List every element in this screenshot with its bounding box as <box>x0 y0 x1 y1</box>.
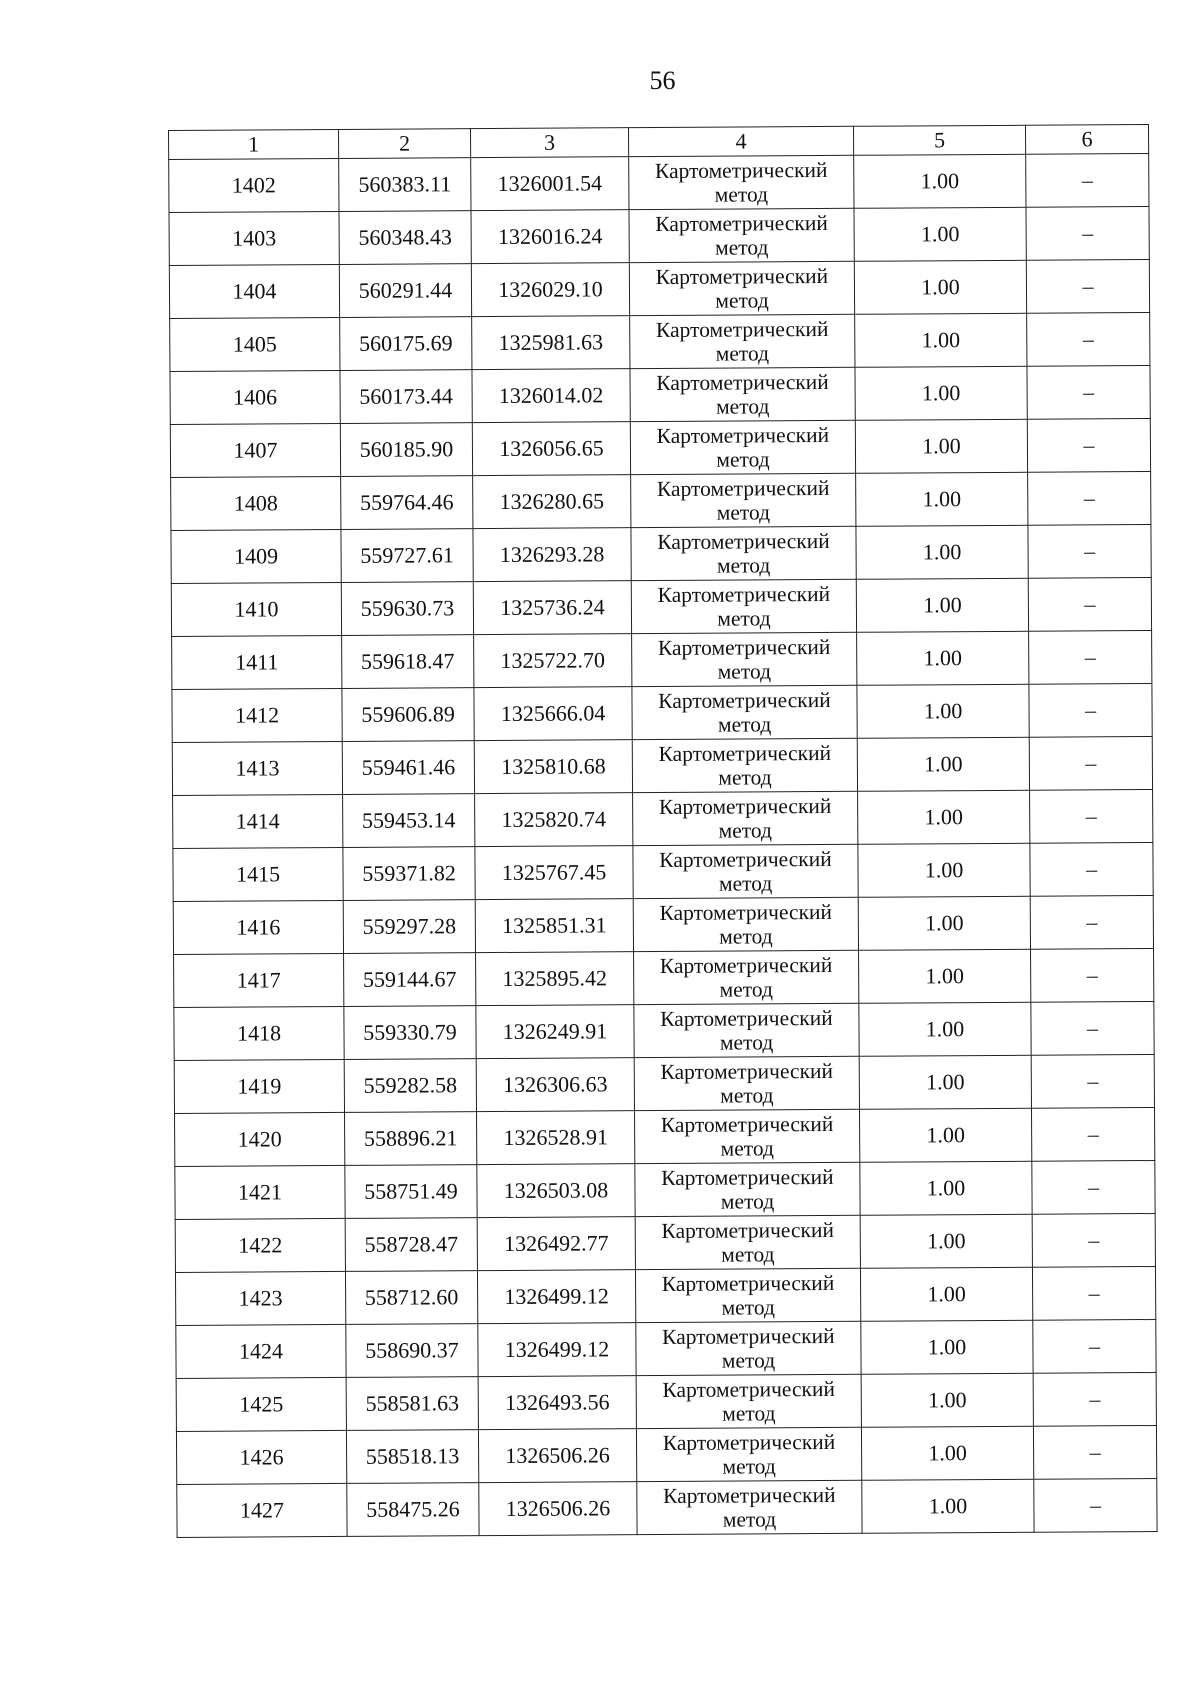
note-cell: – <box>1030 895 1153 949</box>
accuracy-cell: 1.00 <box>858 896 1030 950</box>
y-coordinate-cell: 1326492.77 <box>477 1217 635 1271</box>
table-row <box>176 1425 1156 1484</box>
y-coordinate-cell: 1326506.26 <box>479 1482 637 1536</box>
accuracy-cell: 1.00 <box>855 313 1027 367</box>
accuracy-cell: 1.00 <box>855 419 1027 473</box>
table-row <box>173 842 1153 901</box>
accuracy-cell: 1.00 <box>859 1002 1031 1056</box>
point-number-cell: 1426 <box>176 1430 346 1484</box>
table-row <box>175 1213 1155 1272</box>
accuracy-cell: 1.00 <box>858 843 1030 897</box>
x-coordinate-cell: 559727.61 <box>341 529 473 583</box>
x-coordinate-cell: 559630.73 <box>341 582 473 636</box>
table-row <box>170 419 1150 478</box>
note-cell: – <box>1032 1160 1155 1214</box>
note-cell: – <box>1033 1425 1156 1479</box>
x-coordinate-cell: 558475.26 <box>347 1483 479 1537</box>
note-cell: – <box>1029 684 1152 738</box>
point-number-cell: 1409 <box>171 529 341 583</box>
point-number-cell: 1411 <box>172 635 342 689</box>
x-coordinate-cell: 559371.82 <box>343 847 475 901</box>
table-row <box>175 1266 1155 1325</box>
point-number-cell: 1415 <box>173 847 343 901</box>
header-col-6: 6 <box>1025 125 1148 155</box>
table-row <box>175 1160 1155 1219</box>
note-cell: – <box>1031 948 1154 1002</box>
header-col-5: 5 <box>853 125 1025 155</box>
y-coordinate-cell: 1326001.54 <box>471 157 629 211</box>
y-coordinate-cell: 1326499.12 <box>478 1323 636 1377</box>
y-coordinate-cell: 1325895.42 <box>476 952 634 1006</box>
note-cell: – <box>1033 1372 1156 1426</box>
accuracy-cell: 1.00 <box>854 260 1026 314</box>
table-row <box>177 1478 1157 1537</box>
x-coordinate-cell: 558712.60 <box>345 1271 477 1325</box>
table-row <box>170 313 1150 372</box>
y-coordinate-cell: 1326056.65 <box>472 422 630 476</box>
point-number-cell: 1408 <box>171 476 341 530</box>
header-col-3: 3 <box>470 128 628 158</box>
x-coordinate-cell: 558581.63 <box>346 1377 478 1431</box>
point-number-cell: 1427 <box>177 1483 347 1537</box>
point-number-cell: 1417 <box>174 953 344 1007</box>
x-coordinate-cell: 560175.69 <box>340 317 472 371</box>
accuracy-cell: 1.00 <box>860 1161 1032 1215</box>
accuracy-cell: 1.00 <box>861 1373 1033 1427</box>
accuracy-cell: 1.00 <box>856 525 1028 579</box>
y-coordinate-cell: 1326293.28 <box>473 528 631 582</box>
x-coordinate-cell: 559764.46 <box>341 476 473 530</box>
table-row <box>174 1001 1154 1060</box>
method-cell: Картометрический метод <box>633 897 858 951</box>
y-coordinate-cell: 1326249.91 <box>476 1005 634 1059</box>
note-cell: – <box>1032 1213 1155 1267</box>
point-number-cell: 1422 <box>175 1218 345 1272</box>
method-cell: Картометрический метод <box>630 367 855 421</box>
header-col-4: 4 <box>628 126 853 156</box>
note-cell: – <box>1026 260 1149 314</box>
y-coordinate-cell: 1325767.45 <box>475 846 633 900</box>
method-cell: Картометрический метод <box>634 1056 859 1110</box>
point-number-cell: 1416 <box>173 900 343 954</box>
table-row <box>174 948 1154 1007</box>
x-coordinate-cell: 559297.28 <box>343 900 475 954</box>
note-cell: – <box>1031 1054 1154 1108</box>
y-coordinate-cell: 1325736.24 <box>473 581 631 635</box>
note-cell: – <box>1027 419 1150 473</box>
method-cell: Картометрический метод <box>629 155 854 209</box>
method-cell: Картометрический метод <box>636 1374 861 1428</box>
y-coordinate-cell: 1325981.63 <box>472 316 630 370</box>
point-number-cell: 1405 <box>170 317 340 371</box>
y-coordinate-cell: 1326493.56 <box>478 1376 636 1430</box>
table-row <box>176 1372 1156 1431</box>
table-body <box>169 154 1157 1538</box>
note-cell: – <box>1026 154 1149 208</box>
method-cell: Картометрический метод <box>631 473 856 527</box>
point-number-cell: 1407 <box>170 423 340 477</box>
x-coordinate-cell: 559330.79 <box>344 1006 476 1060</box>
note-cell: – <box>1033 1319 1156 1373</box>
y-coordinate-cell: 1326280.65 <box>473 475 631 529</box>
accuracy-cell: 1.00 <box>854 154 1026 208</box>
point-number-cell: 1414 <box>173 794 343 848</box>
point-number-cell: 1421 <box>175 1165 345 1219</box>
method-cell: Картометрический метод <box>636 1321 861 1375</box>
accuracy-cell: 1.00 <box>857 737 1029 791</box>
method-cell: Картометрический метод <box>632 685 857 739</box>
x-coordinate-cell: 559461.46 <box>342 741 474 795</box>
table-row <box>175 1107 1155 1166</box>
note-cell: – <box>1029 631 1152 685</box>
note-cell: – <box>1026 207 1149 261</box>
table-row <box>171 578 1151 637</box>
note-cell: – <box>1029 736 1152 790</box>
method-cell: Картометрический метод <box>632 738 857 792</box>
table-row <box>169 260 1149 319</box>
y-coordinate-cell: 1326014.02 <box>472 369 630 423</box>
accuracy-cell: 1.00 <box>854 207 1026 261</box>
x-coordinate-cell: 558690.37 <box>346 1324 478 1378</box>
y-coordinate-cell: 1325722.70 <box>474 634 632 688</box>
note-cell: – <box>1030 842 1153 896</box>
method-cell: Картометрический метод <box>629 208 854 262</box>
point-number-cell: 1418 <box>174 1006 344 1060</box>
accuracy-cell: 1.00 <box>857 631 1029 685</box>
point-number-cell: 1410 <box>171 582 341 636</box>
method-cell: Картометрический метод <box>632 632 857 686</box>
table-row <box>172 684 1152 743</box>
method-cell: Картометрический метод <box>634 950 859 1004</box>
accuracy-cell: 1.00 <box>856 472 1028 526</box>
table-row <box>174 1054 1154 1113</box>
accuracy-cell: 1.00 <box>860 1267 1032 1321</box>
x-coordinate-cell: 559282.58 <box>344 1059 476 1113</box>
note-cell: – <box>1028 525 1151 579</box>
method-cell: Картометрический метод <box>631 526 856 580</box>
accuracy-cell: 1.00 <box>861 1426 1033 1480</box>
note-cell: – <box>1028 472 1151 526</box>
accuracy-cell: 1.00 <box>859 1055 1031 1109</box>
note-cell: – <box>1031 1001 1154 1055</box>
x-coordinate-cell: 559144.67 <box>344 953 476 1007</box>
method-cell: Картометрический метод <box>629 261 854 315</box>
method-cell: Картометрический метод <box>633 844 858 898</box>
x-coordinate-cell: 558518.13 <box>346 1430 478 1484</box>
point-number-cell: 1420 <box>175 1112 345 1166</box>
point-number-cell: 1419 <box>174 1059 344 1113</box>
note-cell: – <box>1028 578 1151 632</box>
table-row <box>176 1319 1156 1378</box>
point-number-cell: 1403 <box>169 211 339 265</box>
x-coordinate-cell: 558896.21 <box>345 1112 477 1166</box>
method-cell: Картометрический метод <box>630 314 855 368</box>
header-col-1: 1 <box>169 129 339 159</box>
y-coordinate-cell: 1325820.74 <box>475 793 633 847</box>
point-number-cell: 1424 <box>176 1324 346 1378</box>
x-coordinate-cell: 560383.11 <box>339 158 471 212</box>
table-row <box>169 207 1149 266</box>
x-coordinate-cell: 559453.14 <box>343 794 475 848</box>
x-coordinate-cell: 558728.47 <box>345 1218 477 1272</box>
table-row <box>171 525 1151 584</box>
y-coordinate-cell: 1326499.12 <box>477 1270 635 1324</box>
table-row <box>171 472 1151 531</box>
point-number-cell: 1423 <box>175 1271 345 1325</box>
y-coordinate-cell: 1325810.68 <box>474 740 632 794</box>
point-number-cell: 1413 <box>172 741 342 795</box>
note-cell: – <box>1034 1478 1157 1532</box>
method-cell: Картометрический метод <box>636 1427 861 1481</box>
y-coordinate-cell: 1325666.04 <box>474 687 632 741</box>
y-coordinate-cell: 1326528.91 <box>477 1111 635 1165</box>
table-row <box>169 154 1149 213</box>
table-row <box>173 789 1153 848</box>
x-coordinate-cell: 559618.47 <box>342 635 474 689</box>
x-coordinate-cell: 560173.44 <box>340 370 472 424</box>
y-coordinate-cell: 1325851.31 <box>475 899 633 953</box>
accuracy-cell: 1.00 <box>861 1320 1033 1374</box>
accuracy-cell: 1.00 <box>859 949 1031 1003</box>
x-coordinate-cell: 560291.44 <box>339 264 471 318</box>
method-cell: Картометрический метод <box>635 1162 860 1216</box>
point-number-cell: 1425 <box>176 1377 346 1431</box>
accuracy-cell: 1.00 <box>857 684 1029 738</box>
x-coordinate-cell: 560348.43 <box>339 211 471 265</box>
table-row <box>170 366 1150 425</box>
point-number-cell: 1404 <box>169 264 339 318</box>
note-cell: – <box>1030 789 1153 843</box>
y-coordinate-cell: 1326503.08 <box>477 1164 635 1218</box>
table-row <box>172 631 1152 690</box>
x-coordinate-cell: 559606.89 <box>342 688 474 742</box>
accuracy-cell: 1.00 <box>860 1214 1032 1268</box>
header-col-2: 2 <box>338 129 470 159</box>
accuracy-cell: 1.00 <box>858 790 1030 844</box>
x-coordinate-cell: 560185.90 <box>340 423 472 477</box>
y-coordinate-cell: 1326306.63 <box>476 1058 634 1112</box>
table-row <box>173 895 1153 954</box>
x-coordinate-cell: 558751.49 <box>345 1165 477 1219</box>
table-row <box>172 736 1152 795</box>
method-cell: Картометрический метод <box>635 1215 860 1269</box>
method-cell: Картометрический метод <box>635 1268 860 1322</box>
method-cell: Картометрический метод <box>630 420 855 474</box>
point-number-cell: 1406 <box>170 370 340 424</box>
accuracy-cell: 1.00 <box>862 1479 1034 1533</box>
method-cell: Картометрический метод <box>631 579 856 633</box>
note-cell: – <box>1027 366 1150 420</box>
method-cell: Картометрический метод <box>637 1480 862 1534</box>
y-coordinate-cell: 1326029.10 <box>471 263 629 317</box>
point-number-cell: 1412 <box>172 688 342 742</box>
accuracy-cell: 1.00 <box>855 366 1027 420</box>
accuracy-cell: 1.00 <box>856 578 1028 632</box>
note-cell: – <box>1031 1107 1154 1161</box>
method-cell: Картометрический метод <box>634 1109 859 1163</box>
note-cell: – <box>1032 1266 1155 1320</box>
method-cell: Картометрический метод <box>633 791 858 845</box>
coordinates-table <box>168 124 1158 1538</box>
y-coordinate-cell: 1326506.26 <box>478 1429 636 1483</box>
note-cell: – <box>1027 313 1150 367</box>
page-number: 56 <box>649 66 676 95</box>
accuracy-cell: 1.00 <box>859 1108 1031 1162</box>
y-coordinate-cell: 1326016.24 <box>471 210 629 264</box>
method-cell: Картометрический метод <box>634 1003 859 1057</box>
point-number-cell: 1402 <box>169 158 339 212</box>
